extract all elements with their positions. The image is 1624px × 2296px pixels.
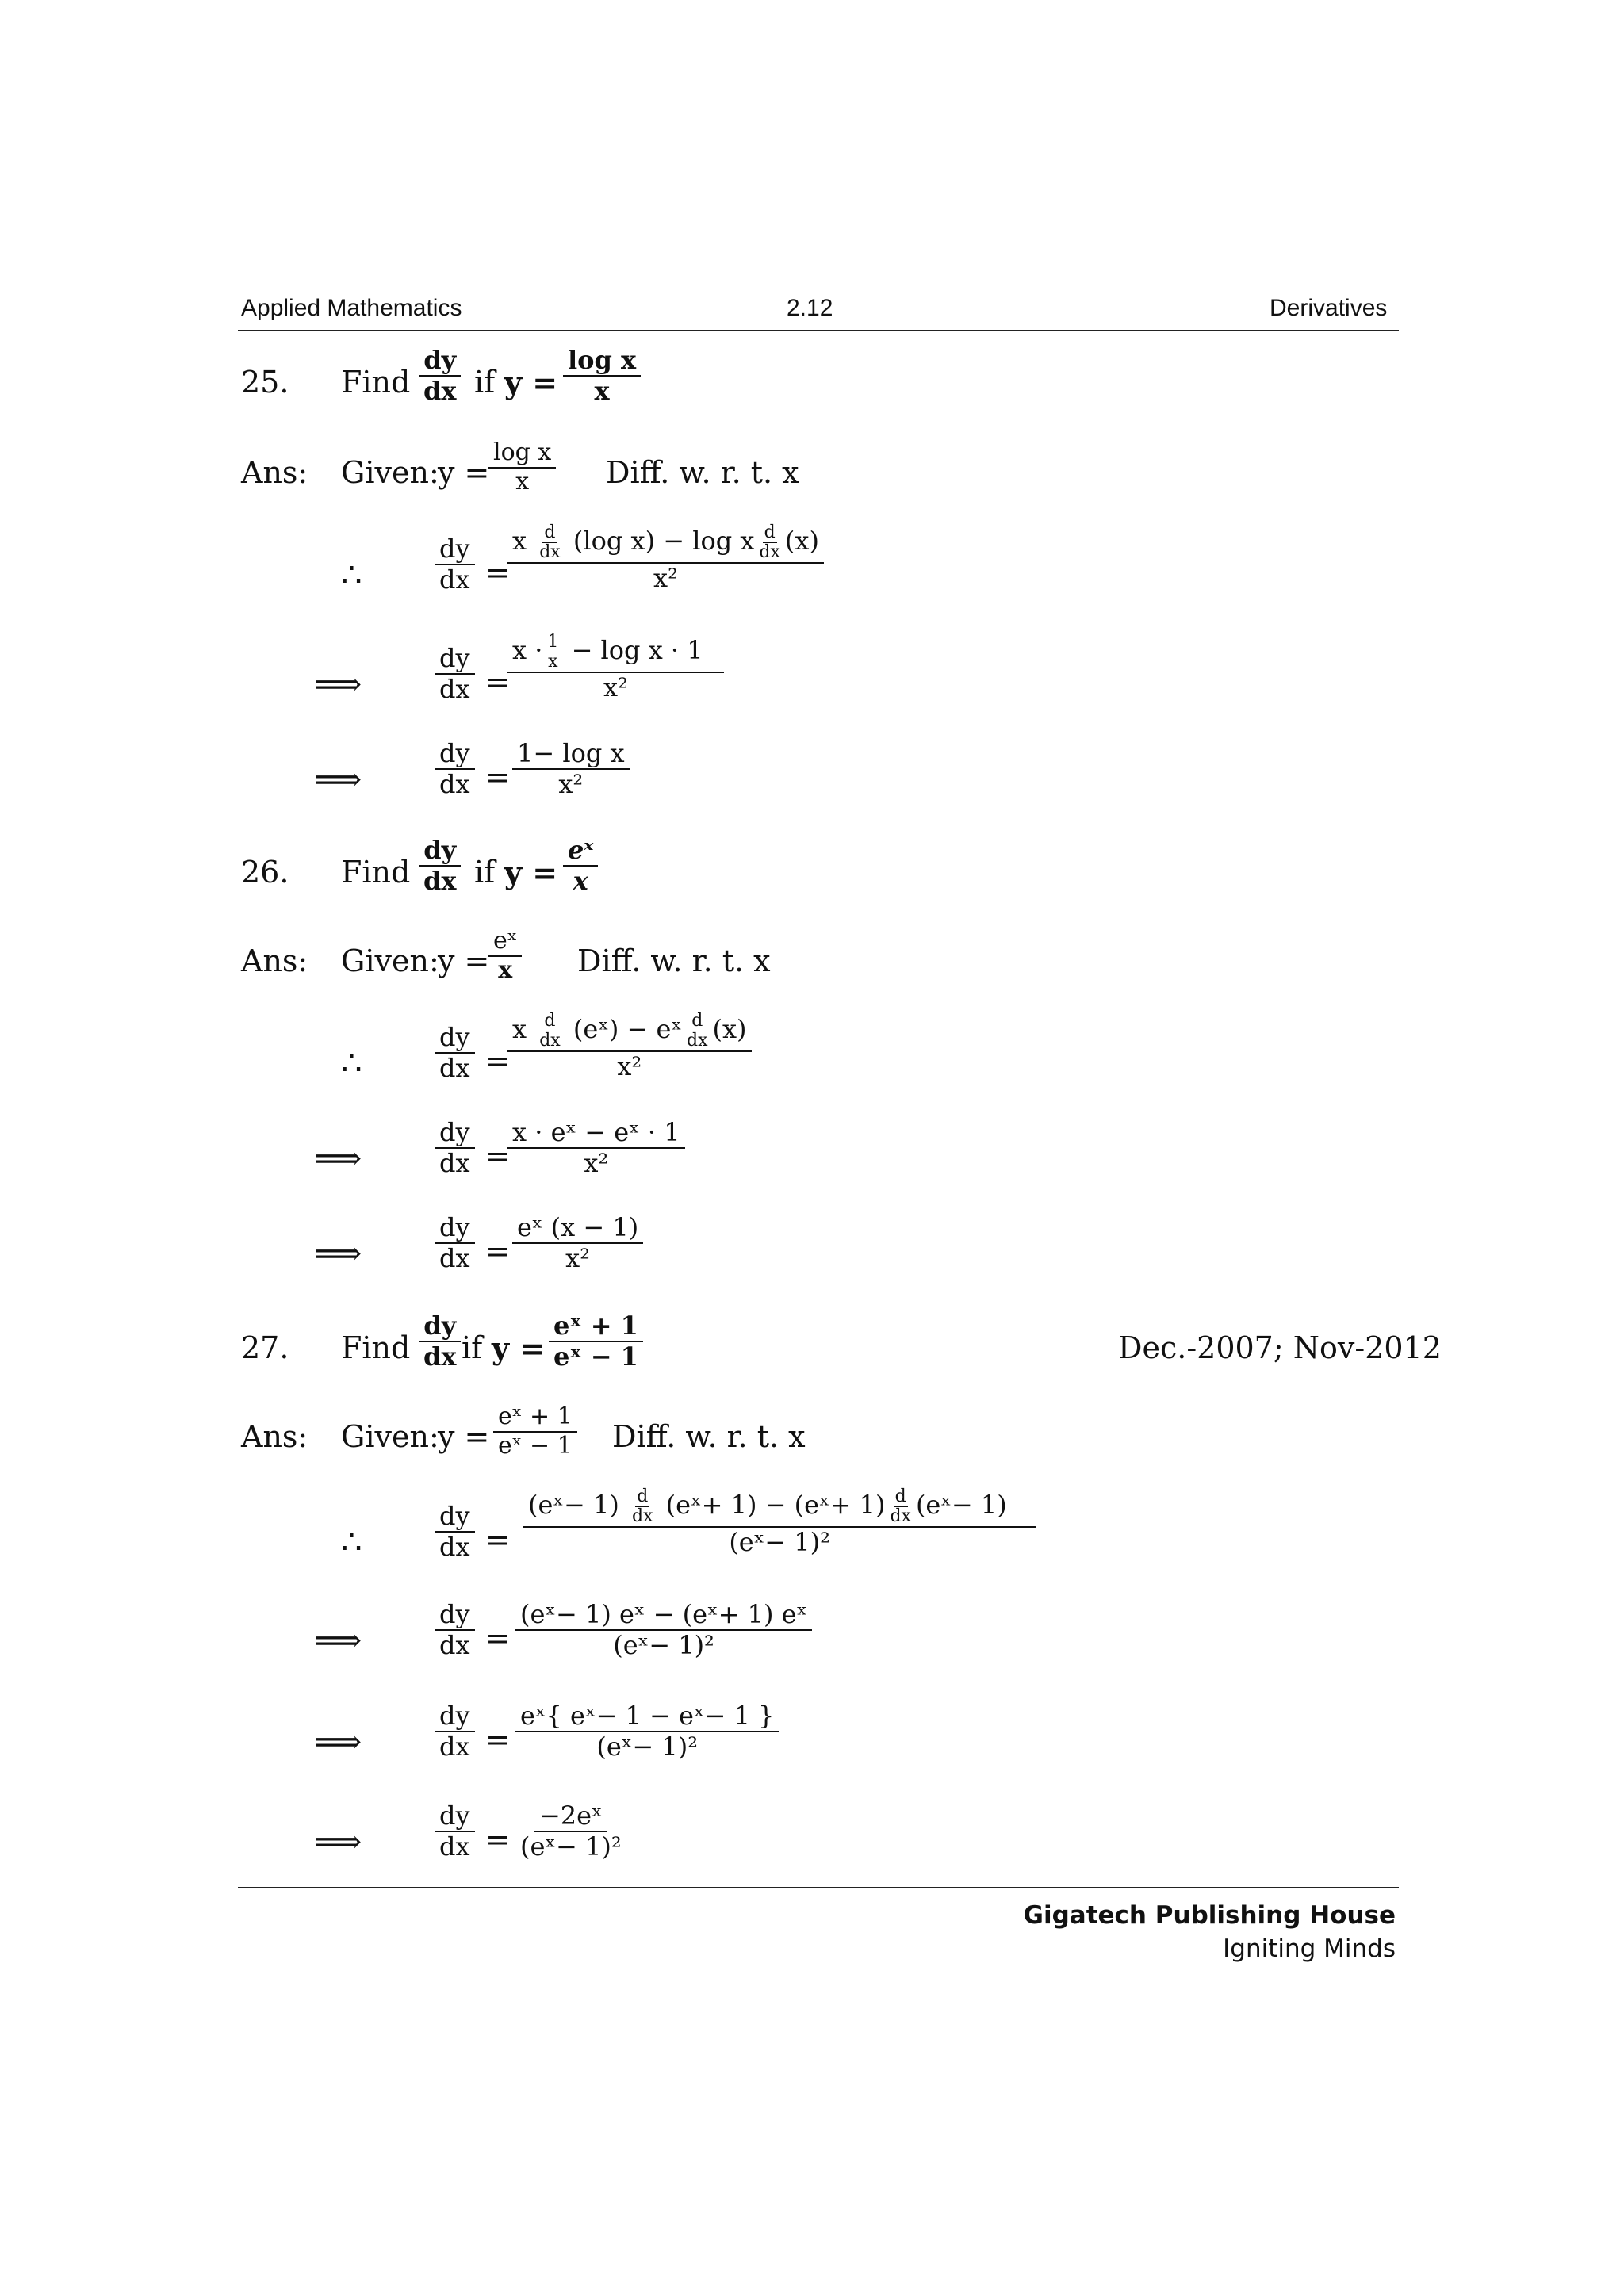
- step-25-3-dydx: $\frac{dy}{dx}$: [435, 739, 475, 799]
- step-27-3-fraction: $\frac{\text{eˣ\{ eˣ− 1 − eˣ− 1 \}}}{\text{(eˣ− 1)²}}$: [515, 1701, 779, 1762]
- answer-27-given: Given:: [341, 1419, 439, 1454]
- question-26-y-equals: y =: [504, 855, 558, 890]
- answer-26-diff: Diff. w. r. t. x: [577, 943, 771, 978]
- question-25-dydx: $\frac{dy}{dx}$: [419, 346, 461, 406]
- header-right: Derivatives: [1270, 295, 1388, 321]
- answer-27-y-equals: y =: [438, 1419, 490, 1454]
- implies-arrow: ⟹: [314, 760, 362, 798]
- step-25-1-fraction: x $\frac{d}{dx}$ (log x) − log x $\frac{d}{dx}$ (x) x²: [508, 523, 824, 593]
- answer-25-given: Given:: [341, 455, 439, 490]
- step-27-3-dydx: $\frac{dy}{dx}$: [435, 1701, 475, 1762]
- equals-sign: =: [485, 1234, 511, 1269]
- equals-sign: =: [485, 555, 511, 590]
- step-26-1-dydx: $\frac{dy}{dx}$: [435, 1023, 475, 1083]
- answer-26-given-fraction: $\frac{\text{eˣ}}{x}$: [488, 928, 522, 984]
- answer-26-label: Ans:: [241, 943, 308, 978]
- header-left: Applied Mathematics: [241, 295, 462, 321]
- step-26-2-dydx: $\frac{dy}{dx}$: [435, 1118, 475, 1178]
- question-27-number: 27.: [241, 1330, 289, 1365]
- answer-26-given: Given:: [341, 943, 439, 978]
- implies-arrow: ⟹: [314, 664, 362, 703]
- implies-arrow: ⟹: [314, 1822, 362, 1861]
- step-26-3-dydx: $\frac{dy}{dx}$: [435, 1213, 475, 1273]
- step-26-3-fraction: $\frac{\text{eˣ (x − 1)}}{\text{x²}}$: [512, 1213, 643, 1273]
- question-26-if: if: [474, 855, 496, 890]
- question-25-y-equals: y =: [504, 365, 558, 400]
- question-25-number: 25.: [241, 365, 289, 400]
- equals-sign: =: [485, 664, 511, 699]
- equals-sign: =: [485, 1043, 511, 1078]
- therefore-symbol: ∴: [341, 1043, 362, 1082]
- equals-sign: =: [485, 1621, 511, 1655]
- step-25-2-fraction: x · $\frac{1}{x}$ − log x · 1 x²: [508, 633, 724, 702]
- header-page-number: 2.12: [787, 295, 833, 321]
- step-26-1-fraction: x $\frac{d}{dx}$ (eˣ) − eˣ $\frac{d}{dx}$ (x) x²: [508, 1012, 752, 1081]
- therefore-symbol: ∴: [341, 555, 362, 594]
- step-26-2-fraction: $\frac{\text{x · eˣ − eˣ · 1}}{\text{x²}}$: [508, 1118, 685, 1178]
- question-27-if: if: [462, 1330, 483, 1365]
- step-27-4-dydx: $\frac{dy}{dx}$: [435, 1801, 475, 1862]
- question-26-dydx: $\frac{dy}{dx}$: [419, 836, 461, 896]
- answer-25-diff: Diff. w. r. t. x: [606, 455, 799, 490]
- implies-arrow: ⟹: [314, 1234, 362, 1272]
- question-25-if: if: [474, 365, 496, 400]
- question-27-exam-reference: Dec.-2007; Nov-2012: [1118, 1330, 1442, 1365]
- answer-25-label: Ans:: [241, 455, 308, 490]
- step-27-2-fraction: $\frac{\text{(eˣ− 1) eˣ − (eˣ+ 1) eˣ}}{\text{(eˣ− 1)²}}$: [515, 1600, 812, 1660]
- step-27-1-dydx: $\frac{dy}{dx}$: [435, 1502, 475, 1562]
- question-26-number: 26.: [241, 855, 289, 890]
- therefore-symbol: ∴: [341, 1522, 362, 1561]
- implies-arrow: ⟹: [314, 1722, 362, 1761]
- question-27-dydx: $\frac{dy}{dx}$: [419, 1311, 461, 1372]
- equals-sign: =: [485, 1822, 511, 1857]
- question-27-rhs: $\frac{\text{eˣ + 1}}{\text{eˣ − 1}}$: [549, 1311, 643, 1372]
- step-27-1-fraction: (eˣ− 1) $\frac{d}{dx}$ (eˣ+ 1) − (eˣ+ 1) $\frac{d}{dx}$ (eˣ− 1) (eˣ− 1)²: [523, 1487, 1036, 1557]
- equals-sign: =: [485, 1138, 511, 1173]
- implies-arrow: ⟹: [314, 1621, 362, 1659]
- answer-26-y-equals: y =: [438, 943, 490, 978]
- question-25-rhs: $\frac{\text{log x}}{x}$: [563, 346, 641, 406]
- footer-tagline: Igniting Minds: [1223, 1934, 1396, 1963]
- equals-sign: =: [485, 760, 511, 794]
- step-25-3-fraction: $\frac{\text{1− log x}}{\text{x²}}$: [512, 739, 630, 799]
- footer-rule: [238, 1887, 1399, 1888]
- question-26-find: Find: [341, 855, 411, 890]
- step-27-4-fraction: $\frac{\text{−2eˣ}}{\text{(eˣ− 1)²}}$: [520, 1800, 622, 1862]
- answer-27-given-fraction: $\frac{\text{eˣ + 1}}{\text{eˣ − 1}}$: [493, 1403, 577, 1460]
- header-rule: [238, 330, 1399, 331]
- equals-sign: =: [485, 1722, 511, 1757]
- step-27-2-dydx: $\frac{dy}{dx}$: [435, 1600, 475, 1660]
- question-26-rhs: $\frac{\text{eˣ}}{x}$: [563, 836, 598, 896]
- answer-25-given-fraction: $\frac{\text{log x}}{x}$: [488, 439, 556, 496]
- answer-25-y-equals: y =: [438, 455, 490, 490]
- equals-sign: =: [485, 1522, 511, 1557]
- footer-publisher: Gigatech Publishing House: [1023, 1901, 1396, 1930]
- question-27-find: Find: [341, 1330, 411, 1365]
- answer-27-label: Ans:: [241, 1419, 308, 1454]
- answer-27-diff: Diff. w. r. t. x: [612, 1419, 806, 1454]
- implies-arrow: ⟹: [314, 1138, 362, 1177]
- step-25-2-dydx: $\frac{dy}{dx}$: [435, 644, 475, 704]
- question-25-find: Find: [341, 365, 411, 400]
- step-25-1-dydx: $\frac{dy}{dx}$: [435, 534, 475, 595]
- question-27-y-equals: y =: [492, 1330, 546, 1366]
